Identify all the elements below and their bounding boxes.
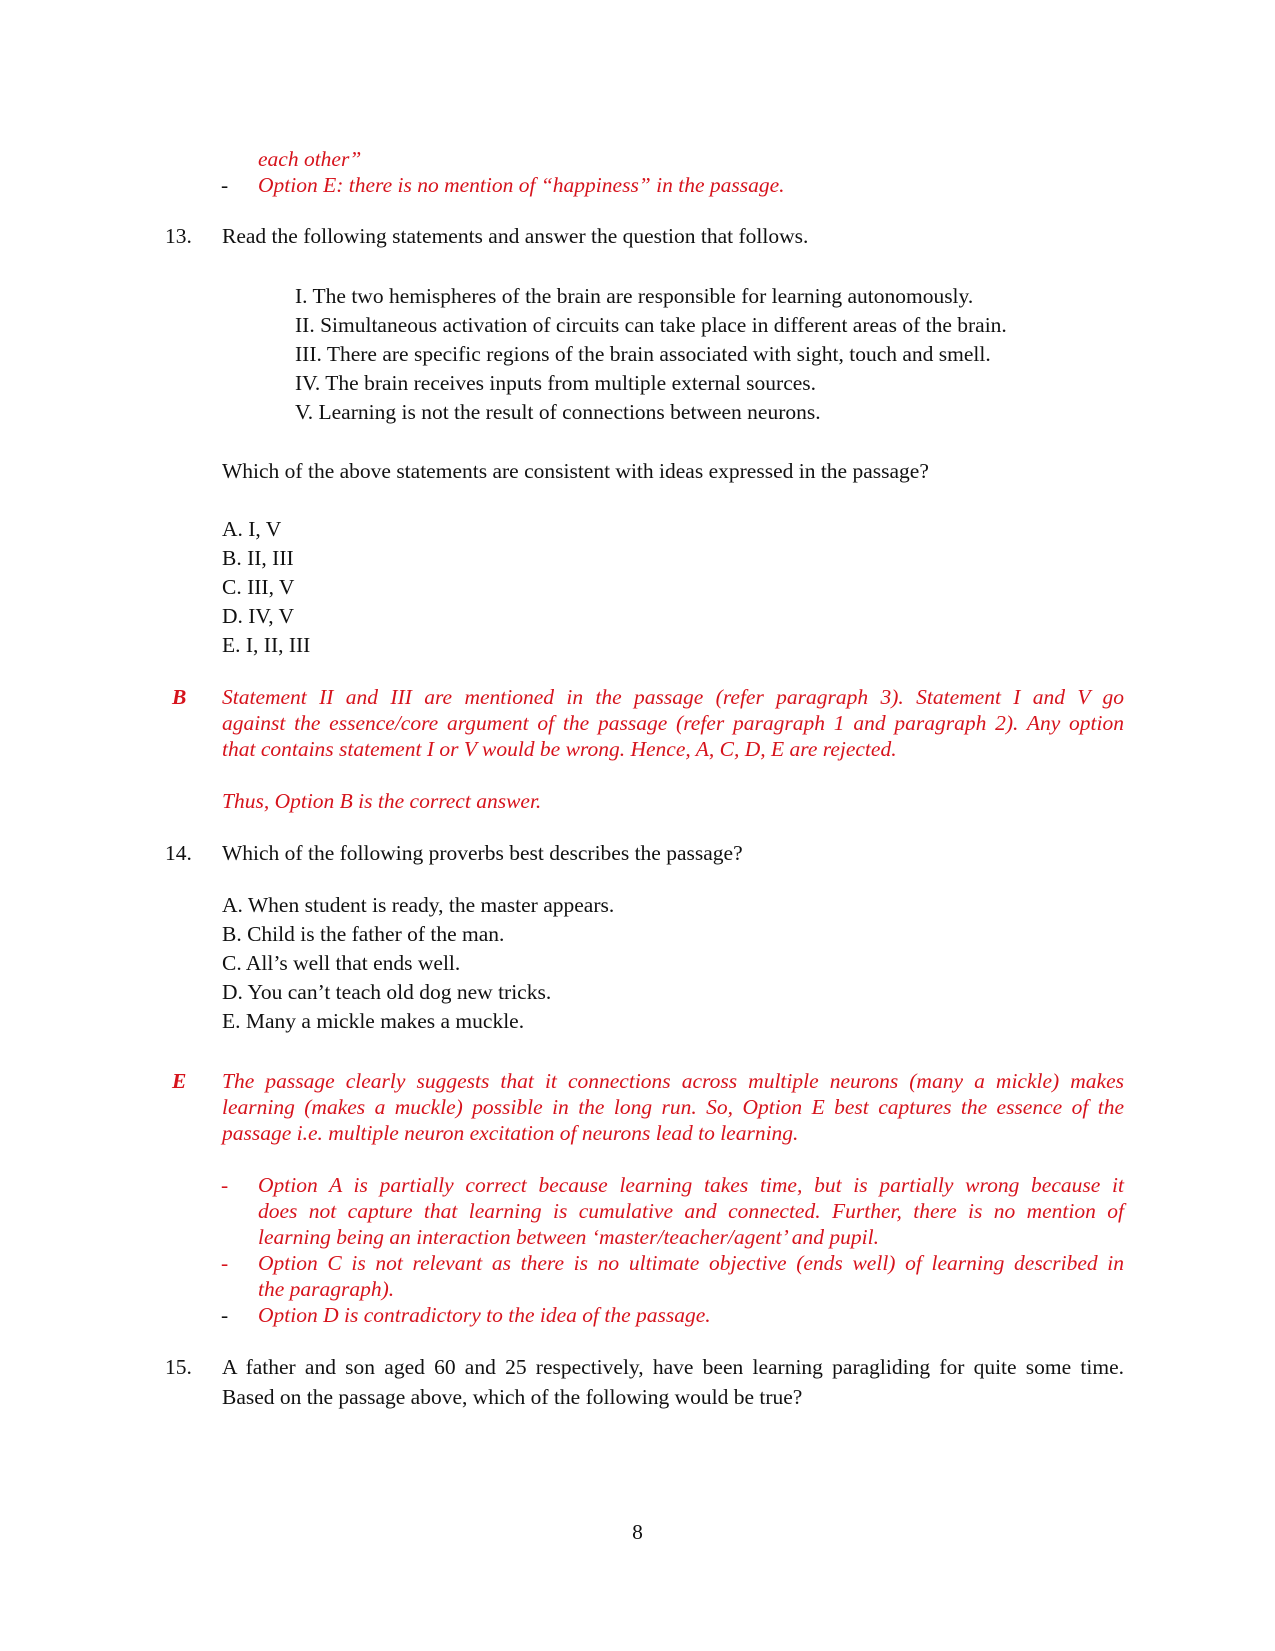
- option-a-explanation-line-1: Option A is partially correct because learning takes time, but is partially wrong because it: [258, 1173, 1124, 1197]
- question-14-stem: Which of the following proverbs best describes the passage?: [222, 841, 743, 865]
- statement-iv: IV. The brain receives inputs from multiple external sources.: [295, 371, 817, 395]
- question-14-explanation-line-3: passage i.e. multiple neuron excitation of neurons lead to learning.: [222, 1121, 799, 1145]
- question-15-line-2: Based on the passage above, which of the following would be true?: [222, 1385, 803, 1409]
- option-a-explanation-line-2: does not capture that learning is cumulative and connected. Further, there is no mention of: [258, 1199, 1124, 1223]
- question-14-option-c: C. All’s well that ends well.: [222, 951, 461, 975]
- question-14-option-a: A. When student is ready, the master appears.: [222, 893, 615, 917]
- question-13-conclusion: Thus, Option B is the correct answer.: [222, 789, 542, 813]
- question-15-number: 15.: [165, 1355, 192, 1379]
- statement-ii: II. Simultaneous activation of circuits can take place in different areas of the brain.: [295, 313, 1007, 337]
- option-d-explanation: Option D is contradictory to the idea of the passage.: [258, 1303, 711, 1327]
- statement-i: I. The two hemispheres of the brain are responsible for learning autonomously.: [295, 284, 974, 308]
- question-13-stem: Read the following statements and answer the question that follows.: [222, 224, 809, 248]
- question-13-answer-letter: B: [172, 685, 187, 709]
- bullet-dash: -: [221, 173, 229, 197]
- option-a-explanation-line-3: learning being an interaction between ‘master/teacher/agent’ and pupil.: [258, 1225, 880, 1249]
- question-14-number: 14.: [165, 841, 192, 865]
- question-14-answer-letter: E: [172, 1069, 187, 1093]
- question-14-explanation-line-2: learning (makes a muckle) possible in the long run. So, Option E best captures the essence of the: [222, 1095, 1124, 1119]
- question-13-prompt: Which of the above statements are consistent with ideas expressed in the passage?: [222, 459, 929, 483]
- question-13-option-e: E. I, II, III: [222, 633, 311, 657]
- question-13-number: 13.: [165, 224, 192, 248]
- question-14-explanation-line-1: The passage clearly suggests that it connections across multiple neurons (many a mickle) makes: [222, 1069, 1124, 1093]
- option-e-explanation: Option E: there is no mention of “happiness” in the passage.: [258, 173, 785, 197]
- question-13-option-b: B. II, III: [222, 546, 294, 570]
- question-13-explanation-line-1: Statement II and III are mentioned in the passage (refer paragraph 3). Statement I and V go: [222, 685, 1124, 709]
- bullet-dash: -: [221, 1303, 229, 1327]
- page-number: 8: [632, 1520, 643, 1544]
- question-13-option-a: A. I, V: [222, 517, 282, 541]
- question-14-option-b: B. Child is the father of the man.: [222, 922, 505, 946]
- bullet-dash: -: [221, 1251, 229, 1275]
- bullet-dash: -: [221, 1173, 229, 1197]
- question-15-line-1: A father and son aged 60 and 25 respectively, have been learning paragliding for quite some time.: [222, 1355, 1124, 1379]
- question-14-option-e: E. Many a mickle makes a muckle.: [222, 1009, 525, 1033]
- question-13-explanation-line-3: that contains statement I or V would be wrong. Hence, A, C, D, E are rejected.: [222, 737, 897, 761]
- statement-iii: III. There are specific regions of the brain associated with sight, touch and smell.: [295, 342, 991, 366]
- question-13-option-c: C. III, V: [222, 575, 295, 599]
- statement-v: V. Learning is not the result of connections between neurons.: [295, 400, 821, 424]
- option-c-explanation-line-2: the paragraph).: [258, 1277, 395, 1301]
- option-d-explanation-continuation: each other”: [258, 147, 362, 171]
- question-14-option-d: D. You can’t teach old dog new tricks.: [222, 980, 552, 1004]
- question-13-option-d: D. IV, V: [222, 604, 295, 628]
- option-c-explanation-line-1: Option C is not relevant as there is no ultimate objective (ends well) of learning described in: [258, 1251, 1124, 1275]
- question-13-explanation-line-2: against the essence/core argument of the passage (refer paragraph 1 and paragraph 2). Any option: [222, 711, 1124, 735]
